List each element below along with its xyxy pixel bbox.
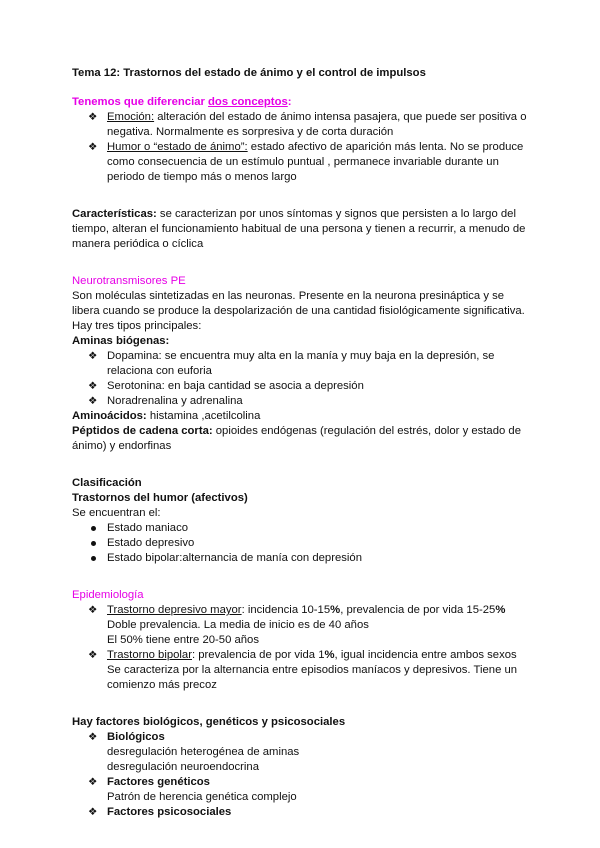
diamond-bullet-icon: ❖ xyxy=(88,604,98,616)
aminoacidos-label: Aminoácidos: xyxy=(72,410,147,422)
list-item xyxy=(72,110,532,140)
round-bullet-icon xyxy=(91,556,96,561)
caracteristicas-text: se caracterizan por unos síntomas y signos que persisten a lo largo del tiempo, alteran el funcionamiento habitual de una persona y tienen a recurrir, a menudo de manera periódica o cíclica xyxy=(72,208,526,250)
diamond-bullet-icon: ❖ xyxy=(88,350,98,362)
section-heading-conceptos xyxy=(72,95,532,110)
estado-bipolar: Estado bipolar:alternancia de manía con depresión xyxy=(107,552,362,564)
heading-suffix: : xyxy=(287,96,292,108)
heading-prefix: Tenemos que diferenciar xyxy=(72,96,209,108)
list-item xyxy=(72,805,532,820)
list-item xyxy=(72,730,532,775)
term-bipolar: Trastorno bipolar xyxy=(107,649,192,661)
peptidos-line xyxy=(72,424,532,454)
amina-dopamina: Dopamina: se encuentra muy alta en la manía y muy baja en la depresión, se relaciona con euforia xyxy=(107,350,495,377)
epi-line: El 50% tiene entre 20-50 años xyxy=(107,634,259,646)
round-bullet-icon xyxy=(91,526,96,531)
aminoacidos-line xyxy=(72,409,532,424)
list-item xyxy=(72,394,532,409)
list-item xyxy=(72,379,532,394)
neuro-intro: Son moléculas sintetizadas en las neuronas. Presente en la neurona presináptica y se libera cuando se produce la despolarización de una cantidad fisiológicamente significativa. xyxy=(72,290,525,317)
epi-text: : incidencia 10-15 xyxy=(241,604,331,616)
term-emocion: Emoción: xyxy=(107,111,155,123)
section-heading-epidemiologia: Epidemiología xyxy=(72,589,144,601)
epi-text: , igual incidencia entre ambos sexos Se caracteriza por la alternancia entre episodios maníacos y depresivos. Tiene un comienzo más precoz xyxy=(107,649,518,691)
diamond-bullet-icon: ❖ xyxy=(88,380,98,392)
list-item xyxy=(72,536,532,551)
list-item xyxy=(72,349,532,379)
caracteristicas-label: Características: xyxy=(72,208,157,220)
percent-sign: % xyxy=(495,604,506,616)
diamond-bullet-icon: ❖ xyxy=(88,806,98,818)
aminas-label: Aminas biógenas: xyxy=(72,335,170,347)
amina-serotonina: Serotonina: en baja cantidad se asocia a depresión xyxy=(107,380,364,392)
clasificacion-subheading: Trastornos del humor (afectivos) xyxy=(72,492,248,504)
diamond-bullet-icon: ❖ xyxy=(88,141,98,153)
estado-depresivo: Estado depresivo xyxy=(107,537,195,549)
aminoacidos-text: histamina ,acetilcolina xyxy=(146,410,261,422)
epi-text: , prevalencia de por vida 15-25 xyxy=(340,604,496,616)
list-item xyxy=(72,140,532,185)
conceptos-link[interactable]: dos conceptos xyxy=(208,96,288,108)
factor-line: Patrón de herencia genética complejo xyxy=(107,791,297,803)
term-humor: Humor o “estado de ánimo”: xyxy=(107,141,248,153)
factor-line: desregulación neuroendocrina xyxy=(107,761,259,773)
list-item xyxy=(72,551,532,566)
section-heading-neurotransmisores: Neurotransmisores PE xyxy=(72,275,186,287)
epi-line: Doble prevalencia. La media de inicio es de 40 años xyxy=(107,619,369,631)
definition-text: alteración del estado de ánimo intensa pasajera, que puede ser positiva o negativa. Normalmente es sorpresiva y de corta duración xyxy=(107,111,527,138)
list-item xyxy=(72,521,532,536)
estado-maniaco: Estado maniaco xyxy=(107,522,189,534)
diamond-bullet-icon: ❖ xyxy=(88,111,98,123)
percent-sign: % xyxy=(324,649,335,661)
round-bullet-icon xyxy=(91,541,96,546)
peptidos-text: opioides endógenas (regulación del estrés, dolor y estado de ánimo) y endorfinas xyxy=(72,425,521,452)
epi-text: : prevalencia de por vida 1 xyxy=(191,649,325,661)
amina-noradrenalina: Noradrenalina y adrenalina xyxy=(107,395,243,407)
list-item xyxy=(72,648,532,693)
percent-sign: % xyxy=(330,604,341,616)
definition-text: estado afectivo de aparición más lenta. No se produce como consecuencia de un estímulo puntual , permanece invariable durante un periodo de tiempo más o menos largo xyxy=(107,141,524,183)
section-heading-factores: Hay factores biológicos, genéticos y psicosociales xyxy=(72,716,346,728)
list-item xyxy=(72,603,532,648)
diamond-bullet-icon: ❖ xyxy=(88,649,98,661)
section-heading-clasificacion: Clasificación xyxy=(72,477,142,489)
caracteristicas-paragraph xyxy=(72,207,532,252)
neuro-tipos: Hay tres tipos principales: xyxy=(72,320,202,332)
factor-psicosociales: Factores psicosociales xyxy=(107,806,232,818)
term-depresivo-mayor: Trastorno depresivo mayor xyxy=(107,604,242,616)
diamond-bullet-icon: ❖ xyxy=(88,731,98,743)
document-title: Tema 12: Trastornos del estado de ánimo y el control de impulsos xyxy=(72,67,426,79)
factor-geneticos: Factores genéticos xyxy=(107,776,210,788)
factor-line: desregulación heterogénea de aminas xyxy=(107,746,300,758)
peptidos-label: Péptidos de cadena corta: xyxy=(72,425,213,437)
factor-biologicos: Biológicos xyxy=(107,731,165,743)
document-page xyxy=(72,66,532,820)
clasificacion-intro: Se encuentran el: xyxy=(72,507,161,519)
diamond-bullet-icon: ❖ xyxy=(88,395,98,407)
list-item xyxy=(72,775,532,805)
diamond-bullet-icon: ❖ xyxy=(88,776,98,788)
